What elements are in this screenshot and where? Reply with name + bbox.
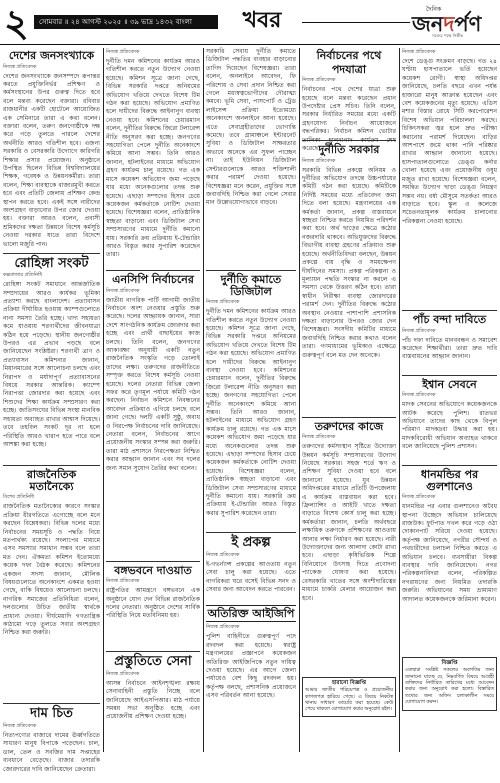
story-byline: কক্সবাজার প্রতিনিধি (3, 272, 43, 279)
story-headline: বঙ্গভবনে দাওয়াত (114, 563, 192, 577)
story-headline: দেশের জনসংখ্যাকে (8, 49, 95, 62)
story-body: দেশের জনসংখ্যাকে জনসম্পদে রূপান্তর করতে প্রযুক্তিনির্ভর প্রশিক্ষণ ও কর্মসংস্থানের উপর গুরুত্ব দিতে হবে বলে মন্তব্য করেছেন বক্তারা। রবিবার রাজধানীর একটি হোটেলে আয়োজিত এক সেমিনারে তারা এ কথা বলেন। বক্তারা বলেন, তরুণ জনগোষ্ঠীকে দক্ষ করে গড়ে তুলতে পারলে দেশের অর্থনীতি আরও গতিশীল হবে। এজন্য সরকারি ও বেসরকারি উদ্যোগে কারিগরি শিক্ষার প্রসার প্রয়োজন। অনুষ্ঠানে উপস্থিত ছিলেন বিভিন্ন বিশ্ববিদ্যালয়ের শিক্ষক, গবেষক ও উন্নয়নকর্মীরা। তারা বলেন, শিক্ষা ব্যবস্থাকে বাজারমুখী করতে হবে এবং প্রতিটি জেলায় প্রশিক্ষণ কেন্দ্র স্থাপন করতে হবে। একই সঙ্গে নারীদের অংশগ্রহণ বাড়ানোর উপর জোর দেওয়া হয়। বক্তারা আরও বলেন, প্রবাসী শ্রমিকদের দক্ষতা উন্নয়নে বিশেষ কর্মসূচি নেওয়া দরকার যাতে তারা বিদেশে ভালো মজুরি পান। (3, 72, 100, 248)
story-body: রাষ্ট্রপতির আমন্ত্রণে বঙ্গভবনে এক অনুষ্ঠানে যোগ দেন বিভিন্ন রাজনৈতিক দলের নেতারা। অনুষ্ঠানে দেশের সার্বিক পরিস্থিতি নিয়ে মতবিনিময় হয়। (106, 587, 200, 620)
story-body: আসন্ন নির্বাচনে আইনশৃঙ্খলা রক্ষায় সেনাবাহিনী প্রস্তুতি নিচ্ছে বলে জানিয়েছে আইএসপিআর। মাঠ পর্যায়ে সমন্বয় সভা অনুষ্ঠিত হচ্ছে এবং প্রয়োজনীয় প্রশিক্ষণ দেওয়া হচ্ছে। (106, 679, 200, 721)
story-byline: নিজস্ব প্রতিবেদক (106, 578, 140, 585)
divider (3, 253, 100, 254)
divider (106, 651, 200, 652)
story-byline: বিশেষ প্রতিনিধি (3, 494, 35, 501)
column-5 (402, 48, 497, 754)
story-body: জাতীয় নাগরিক পার্টি আগামী জাতীয় নির্বাচনে অংশ নেওয়ার প্রস্তুতি শুরু করেছে। দলের আহ্বায়ক জানান, সারা দেশে সাংগঠনিক কার্যক্রম জোরদার করা হচ্ছে এবং প্রার্থী বাছাইয়ের কাজ চলছে। তিনি বলেন, জনগণের আকাঙ্ক্ষা অনুযায়ী একটি নতুন রাজনৈতিক সংস্কৃতি গড়ে তোলাই তাদের লক্ষ্য। তরুণদের রাজনীতিতে সম্পৃক্ত করতে বিশেষ কর্মসূচি নেওয়া হয়েছে। দলের নেতারা বিভিন্ন জেলা সফর করে তৃণমূল পর্যায়ে কমিটি গঠন করছেন। নির্বাচন কমিশনে নিবন্ধনের আবেদন প্রক্রিয়াও এগিয়ে চলছে বলে জানা গেছে। দলটি একটি সুষ্ঠু, অবাধ ও নিরপেক্ষ নির্বাচনের দাবি জানিয়েছে। নেতারা বলেন, নির্বাচনের আগে প্রয়োজনীয় সংস্কার সম্পন্ন করা জরুরি। তারা মাঠ প্রশাসনে নিরপেক্ষতা নিশ্চিত করার আহ্বান জানান এবং সব দলের জন্য সমান সুযোগ তৈরির কথা বলেন। (106, 296, 200, 472)
story-byline: নিজস্ব প্রতিবেদক (106, 670, 140, 677)
story-body: পাঁচ দফা দাবিতে মানববন্ধন ও সমাবেশ করেছেন শিক্ষার্থীরা। তারা দ্রুত দাবি বাস্তবায়নের আহ্বান জানান। (402, 336, 497, 361)
story-body: তরুণদের কর্মসংস্থান সৃষ্টিতে উদ্যোক্তা উন্নয়ন কর্মসূচি সম্প্রসারণের উদ্যোগ নিয়েছে সরকার। সহজ শর্তে ঋণ ও প্রশিক্ষণ সুবিধা দেওয়া হবে বলে জানানো হয়েছে। যুব উন্নয়ন অধিদপ্তরের মাধ্যমে প্রতিটি উপজেলায় এ কার্যক্রম বাস্তবায়ন করা হবে। ফ্রিল্যান্সিং ও আইটি খাতে দক্ষতা বাড়াতে বিশেষ কোর্স চালু করা হচ্ছে। কর্মকর্তারা জানান, চলতি অর্থবছরে লক্ষাধিক তরুণকে প্রশিক্ষণের আওতায় আনার লক্ষ্য নির্ধারণ করা হয়েছে। নারী উদ্যোক্তাদের জন্য আলাদা কোটা রাখা হবে। এছাড়া কৃষিভিত্তিক শিল্পে বিনিয়োগে উৎসাহ দিতে প্রণোদনা প্যাকেজ ঘোষণা করা হয়েছে। বেসরকারি খাতের সঙ্গে অংশীদারিত্বের মাধ্যমে চাকরি মেলার আয়োজন করা হবে। (302, 443, 396, 602)
notice-ad (302, 677, 396, 717)
divider (402, 465, 497, 466)
story-headline: নির্বাচনের পথে (316, 49, 382, 62)
column-rule (203, 48, 204, 752)
story-body: রাজনৈতিক মতানৈক্যের কারণে সংস্কার প্রক্রিয়া ধীরগতিতে এগোচ্ছে বলে মনে করছেন বিশ্লেষকরা। বিভিন্ন দলের মধ্যে নির্বাচনের সময়সূচি ও পদ্ধতি নিয়ে মতপার্থক্য রয়েছে। সংলাপের মাধ্যমে এসব সমস্যার সমাধান সম্ভব বলে তারা মত দেন। ঐকমত্য কমিশন ইতোমধ্যে কয়েক দফা বৈঠক করেছে। কমিশনের একজন সদস্য জানান, মৌলিক বিষয়গুলোতে অনেকাংশে একমত হওয়া গেছে, বাকি বিষয়েও আলোচনা চলছে। নাগরিক সমাজের প্রতিনিধিরা বলেন, দলগুলোর উচিত জাতীয় স্বার্থকে প্রাধান্য দেওয়া। দীর্ঘমেয়াদি গণতান্ত্রিক কাঠামো গড়ে তুলতে সবার অংশগ্রহণ নিশ্চিত করা জরুরি। (3, 503, 100, 637)
story-headline: ই প্রকল্প (231, 535, 271, 551)
story-byline: নিজস্ব প্রতিবেদক (302, 434, 336, 441)
story-headline: দাম চিত (30, 706, 73, 722)
story-body: রোহিঙ্গা সংকট সমাধানে আন্তর্জাতিক সম্প্রদায়ের আরও কার্যকর ভূমিকা প্রত্যাশা করছে বাংলাদেশ। প্রত্যাবাসন প্রক্রিয়া দীর্ঘায়িত হওয়ায় ক্যাম্পগুলোতে নানা সমস্যা তৈরি হচ্ছে। খাদ্য সহায়তা কমে যাওয়ায় শরণার্থীদের জীবনযাত্রা কঠিন হয়ে পড়েছে। স্থানীয় জনগোষ্ঠীর উপরও এর প্রভাব পড়ছে বলে জানিয়েছেন সংশ্লিষ্টরা। শরণার্থী ত্রাণ ও প্রত্যাবাসন কমিশনার জানান, মিয়ানমারের সঙ্গে আলোচনা চলছে এবং নিরাপদ ও মর্যাদাপূর্ণ প্রত্যাবাসনের বিষয়ে সরকার আন্তরিক। ক্যাম্পে নিরাপত্তা জোরদার করা হয়েছে এবং শিশুদের শিক্ষা কার্যক্রম সম্প্রসারণ করা হচ্ছে। জাতিসংঘের বিভিন্ন সংস্থা মানবিক সহায়তা অব্যাহত রাখার আশ্বাস দিয়েছে। তবে তহবিল সংকট দূর না হলে পরিস্থিতি আরও খারাপ হতে পারে বলে আশঙ্কা করা হচ্ছে। (3, 281, 100, 448)
story-headline: দুর্নীতি সরকার (318, 143, 380, 157)
story-headline: রাজনৈতিক মতানৈক্যে (26, 468, 77, 493)
story-byline: নিজস্ব প্রতিবেদক (3, 63, 37, 70)
newspaper-logo: জনদর্পণ (412, 11, 482, 36)
story-byline: নিজস্ব প্রতিবেদক (106, 49, 140, 55)
story-drug (402, 379, 497, 462)
story-rohingya (3, 257, 100, 462)
divider (302, 417, 396, 418)
divider (402, 375, 497, 376)
story-headline: ইশ্বান সেবনে (422, 377, 477, 391)
story-headline: এনসিপি নির্বাচনের (112, 273, 194, 286)
story-byline: নিজস্ব প্রতিবেদক (402, 494, 436, 501)
story-byline: নিজস্ব প্রতিবেদক (402, 327, 436, 334)
column-4 (302, 48, 396, 754)
story-army (106, 655, 200, 730)
column-2 (106, 48, 200, 754)
story-population (3, 50, 100, 249)
story-body: সরকারি সেবায় দুর্নীতি কমাতে ডিজিটাল পদ্ধতির ব্যবহার বাড়ানোর তাগিদ দিয়েছেন বিশেষজ্ঞরা। তারা বলেন, অনলাইনে আবেদন, ফি পরিশোধ ও সেবা প্রদান নিশ্চিত করা গেলে মধ্যস্বত্বভোগীদের দৌরাত্ম্য কমবে। ভূমি সেবা, পাসপোর্ট ও ট্রেড লাইসেন্স প্রক্রিয়া ইতোমধ্যে অনেকাংশে অনলাইনে আনা হয়েছে। এতে সেবাগ্রহীতাদের ভোগান্তি কমেছে। তবে গ্রামাঞ্চলে ইন্টারনেট সুবিধা ও ডিজিটাল সাক্ষরতার অভাবে অনেকে এর সুফল পাচ্ছেন না। তাই ইউনিয়ন ডিজিটাল সেন্টারগুলোকে আরও শক্তিশালী করার পরামর্শ দেওয়া হয়েছে। বিশেষজ্ঞরা মনে করেন, প্রযুক্তির সঙ্গে জবাবদিহি নিশ্চিত করা গেলে সেবার মান উল্লেখযোগ্যভাবে বাড়বে। (206, 48, 296, 207)
story-byline: নিজস্ব প্রতিবেদক (402, 49, 436, 55)
divider (402, 310, 497, 311)
story-byline: নিজস্ব প্রতিবেদক (3, 722, 37, 729)
story-body: পুলিশ বাহিনীতে গুরুত্বপূর্ণ পদে রদবদল করা হয়েছে। স্বরাষ্ট্র মন্ত্রণালয়ের প্রজ্ঞাপনে কয়েকজন অতিরিক্ত আইজিপিকে নতুন দায়িত্ব দেওয়া হয়েছে। এর আগে জেলা পর্যায়েও বেশ কিছু রদবদল হয়। কর্তৃপক্ষ বলছে, প্রশাসনিক প্রয়োজনে এসব পরিবর্তন আনা হয়েছে। (206, 633, 296, 700)
divider (3, 465, 100, 466)
divider (3, 703, 100, 704)
brand-daily-label: দৈনিক (426, 6, 442, 13)
story-headline: তরুণদের কাজে (314, 419, 384, 433)
story-headline: ধানমন্ডির পর গুলশানেও (420, 468, 479, 493)
column-rule (399, 48, 400, 752)
notice-ad (402, 657, 497, 711)
divider (206, 270, 296, 271)
story-body: নিত্যপণ্যের বাজারে দামের ঊর্ধ্বগতিতে সাধারণ মানুষ বিপাকে পড়েছেন। চাল, ডাল, তেল ও সবজির দাম সপ্তাহের ব্যবধানে বেড়েছে। বাজার তদারকি জোরদারের দাবি জানিয়েছেন ক্রেতারা। (3, 731, 100, 773)
story-ncp-election (106, 274, 200, 557)
story-prices (3, 707, 100, 774)
story-corruption-commission (106, 49, 200, 266)
story-byline: নিজস্ব প্রতিবেদক (402, 392, 436, 399)
story-body: মাদক সেবনের অভিযোগে কয়েকজনকে আটক করেছে পুলিশ। রাতভর অভিযানে তাদের কাছ থেকে বিপুল পরিমাণ মাদকদ্রব্য উদ্ধার করা হয়। মাদকবিরোধী অভিযান অব্যাহত থাকবে বলে জানিয়েছে পুলিশ প্রশাসন। (402, 401, 497, 451)
story-body: নির্বাচনের পথে দেশের যাত্রা শুরু হয়েছে বলে মন্তব্য করেছেন প্রধান উপদেষ্টার প্রেস সচিব। তিনি বলেন, সরকার নির্ধারিত সময়ের মধ্যে একটি গ্রহণযোগ্য নির্বাচন আয়োজনে বদ্ধপরিকর। নির্বাচন কমিশন ভোটার তালিকা হালনাগাদ কার্যক্রম শেষ করেছে। (302, 86, 396, 152)
page-number: ২ (4, 0, 29, 45)
divider (206, 532, 296, 533)
story-bangabhaban (106, 565, 200, 648)
divider (106, 561, 200, 562)
ad-title: বিজ্ঞপ্তি (441, 660, 458, 667)
story-headline: দুর্নীতি কমাতে ডিজিটাল (220, 273, 282, 298)
story-body: সরকারি বিভিন্ন প্রকল্পে অনিয়ম ও দুর্নীতির অভিযোগ তদন্তে উচ্চপর্যায়ের কমিটি গঠন করা হয়েছে। কমিটিকে নির্দিষ্ট সময়ের মধ্যে প্রতিবেদন জমা দিতে বলা হয়েছে। মন্ত্রণালয়ের এক কর্মকর্তা জানান, প্রকল্প বাস্তবায়নে স্বচ্ছতা নিশ্চিত করতে নিয়মিত পরিদর্শন করা হবে। অর্থ ছাড়ের ক্ষেত্রে কঠোর নজরদারি থাকবে। অভিযুক্তদের বিরুদ্ধে বিভাগীয় ব্যবস্থা গ্রহণের প্রক্রিয়াও শুরু হয়েছে। অর্থনীতিবিদরা বলছেন, উন্নয়ন প্রকল্পে ব্যয় বৃদ্ধি ও সময়ক্ষেপণ দীর্ঘদিনের সমস্যা। প্রকল্প পরিকল্পনা ও মূল্যায়ন পদ্ধতি সংস্কার না করলে এ সমস্যা থেকে উত্তরণ কঠিন হবে। তারা স্বাধীন নিরীক্ষা ব্যবস্থা জোরদারের পরামর্শ দেন। দুর্নীতির বিরুদ্ধে কঠোর অবস্থান নেওয়ার পাশাপাশি প্রশাসনিক দক্ষতা বাড়ানোর উপরও জোর দেন বিশেষজ্ঞরা। সংসদীয় কমিটির মাধ্যমে জবাবদিহি নিশ্চিত করার কথাও বলেন তারা। গণমাধ্যমের ভূমিকাও এক্ষেত্রে গুরুত্বপূর্ণ বলে মত দেন অনেকে। (302, 166, 396, 359)
column-3 (206, 48, 296, 754)
story-headline: পাঁচ বন্দা দাবিতে (412, 313, 487, 326)
story-political (3, 469, 100, 699)
story-government-corruption (302, 144, 396, 413)
column-rule (103, 48, 104, 752)
story-body: দুর্নীতি দমন কমিশনের কার্যক্রম আরও গতিশীল করতে নতুন উদ্যোগ নেওয়া হয়েছে। কমিশন সূত্রে জানা গেছে, বিভিন্ন সরকারি দপ্তরে অনিয়মের অভিযোগ খতিয়ে দেখতে বিশেষ টিম গঠন করা হয়েছে। অভিযোগ প্রমাণিত হলে দায়ীদের বিরুদ্ধে আইনানুগ ব্যবস্থা নেওয়া হবে। কমিশনের চেয়ারম্যান বলেন, দুর্নীতির বিরুদ্ধে জিরো টলারেন্স নীতি অনুসরণ করা হচ্ছে। জনগণের সহযোগিতা পেলে দুর্নীতি অনেকাংশে কমিয়ে আনা সম্ভব। তিনি আরও জানান, হটলাইনের মাধ্যমে অভিযোগ গ্রহণ কার্যক্রম চালু রয়েছে। গত এক মাসে কয়েকশ অভিযোগ জমা পড়েছে যার মধ্যে অনেকগুলোর তদন্ত শুরু হয়েছে। এছাড়া সম্পদের হিসাব চেয়ে কয়েকজন কর্মকর্তাকে নোটিশ দেওয়া হয়েছে। বিশেষজ্ঞরা বলেন, প্রাতিষ্ঠানিক স্বচ্ছতা বাড়ানো এবং ডিজিটাল সেবা সম্প্রসারণের মাধ্যমে দুর্নীতি কমানো যায়। সরকারি ক্রয় প্রক্রিয়ায় ই-টেন্ডারিং আরও বিস্তৃত করার সুপারিশ করেছেন তারা। (106, 58, 200, 259)
story-additional-igp (206, 605, 296, 783)
divider (106, 270, 200, 271)
column-rule (299, 48, 300, 752)
story-headline: প্রস্তুতিতে সেনা (114, 654, 192, 670)
story-continued (206, 48, 296, 266)
ad-body: আমার জাতীয় পরিচয়পত্র ও প্রয়োজনীয় কাগজপত্র হারিয়ে গেছে। এ বিষয়ে নিকটস্থ থানায় সাধারণ ডায়েরি করা হয়েছে। কেউ পেয়ে থাকলে যোগাযোগ করার অনুরোধ রইল। (305, 688, 393, 713)
section-rule (302, 22, 410, 23)
story-byline: নিজস্ব প্রতিবেদক (106, 287, 140, 294)
column-1 (3, 48, 100, 773)
story-byline: নিজস্ব প্রতিবেদক (302, 77, 336, 84)
story-youth-jobs (302, 421, 396, 674)
story-byline: নিজস্ব প্রতিবেদক (206, 551, 240, 558)
story-body: ধানমন্ডির পর এবার গুলশানেও অবৈধ স্থাপনা উচ্ছেদে অভিযান চালিয়েছে রাজউক। ফুটপাত দখল করে গড়ে ওঠা দোকানপাট সরিয়ে দেওয়া হয়েছে। কর্তৃপক্ষ জানিয়েছে, নগরীর সৌন্দর্য ও পথচারীদের চলাচল নিশ্চিত করতে এ অভিযান চলবে। ব্যবসায়ীরা বিকল্প ব্যবস্থার দাবি জানিয়েছেন। নগর পরিকল্পনাবিদরা বলেন, পরিকল্পিত নগরায়ণের জন্য নিয়মিত তদারকি জরুরি। অভিযানের সময় ভ্রাম্যমাণ আদালত কয়েকজনকে জরিমানা করেন। (402, 503, 497, 603)
story-body: দুর্নীতি দমন কমিশনের কার্যক্রম আরও গতিশীল করতে নতুন উদ্যোগ নেওয়া হয়েছে। কমিশন সূত্রে জানা গেছে, বিভিন্ন সরকারি দপ্তরে অনিয়মের অভিযোগ খতিয়ে দেখতে বিশেষ টিম গঠন করা হয়েছে। অভিযোগ প্রমাণিত হলে দায়ীদের বিরুদ্ধে আইনানুগ ব্যবস্থা নেওয়া হবে। কমিশনের চেয়ারম্যান বলেন, দুর্নীতির বিরুদ্ধে জিরো টলারেন্স নীতি অনুসরণ করা হচ্ছে। জনগণের সহযোগিতা পেলে দুর্নীতি অনেকাংশে কমিয়ে আনা সম্ভব। তিনি আরও জানান, হটলাইনের মাধ্যমে অভিযোগ গ্রহণ কার্যক্রম চালু রয়েছে। গত এক মাসে কয়েকশ অভিযোগ জমা পড়েছে যার মধ্যে অনেকগুলোর তদন্ত শুরু হয়েছে। এছাড়া সম্পদের হিসাব চেয়ে কয়েকজন কর্মকর্তাকে নোটিশ দেওয়া হয়েছে। বিশেষজ্ঞরা বলেন, প্রাতিষ্ঠানিক স্বচ্ছতা বাড়ানো এবং ডিজিটাল সেবা সম্প্রসারণের মাধ্যমে দুর্নীতি কমানো যায়। সরকারি ক্রয় প্রক্রিয়ায় ই-টেন্ডারিং আরও বিস্তৃত করার সুপারিশ করেছেন তারা। (206, 308, 296, 517)
story-byline: নিজস্ব প্রতিবেদক (302, 157, 336, 164)
story-body: দেশে ডেঙ্গু সংক্রমণ বাড়ছে। গত ২৪ ঘণ্টায় হাসপাতালে ভর্তি হয়েছেন কয়েকশ রোগী। স্বাস্থ্য অধিদপ্তর জানিয়েছে, চলতি বছরে এখন পর্যন্ত হাজারো মানুষ আক্রান্ত হয়েছেন এবং বেশ কয়েকজনের মৃত্যু হয়েছে। এডিস মশার বিস্তার রোধে সিটি করপোরেশন বিশেষ অভিযান পরিচালনা করছে। চিকিৎসকরা জ্বর হলে দ্রুত পরীক্ষা করানোর পরামর্শ দিয়েছেন। বাড়ির আশপাশে জমে থাকা পানি পরিষ্কার রাখার আহ্বান জানানো হয়েছে। হাসপাতালগুলোতে ডেঙ্গু কর্নার খোলা হয়েছে এবং প্রয়োজনীয় ওষুধ মজুত রাখা হয়েছে। বিশেষজ্ঞরা বলেন, সমন্বিত উদ্যোগ ছাড়া ডেঙ্গু নিয়ন্ত্রণ সম্ভব নয়। বর্ষা মৌসুমে সতর্কতা আরও বাড়াতে হবে। স্কুল ও কলেজে সচেতনতামূলক কার্যক্রম চালানোর পরিকল্পনা নেওয়া হয়েছে। (402, 58, 497, 225)
story-e-project (206, 536, 296, 601)
story-five-demands (402, 314, 497, 371)
ad-title: হারানো বিজ্ঞপ্তি (331, 680, 367, 687)
story-byline: নিজস্ব প্রতিবেদক (206, 299, 240, 306)
story-headline: রোহিঙ্গা সংকট (14, 255, 89, 271)
story-digital-corruption (206, 274, 296, 528)
story-body: ই-গভর্ন্যান্স প্রকল্পের আওতায় নতুন সেবা চালু করা হয়েছে। এতে নাগরিকরা ঘরে বসেই বিভিন্ন সনদ ও সেবার জন্য আবেদন করতে পারবেন। (206, 560, 296, 593)
story-byline: নিজস্ব প্রতিবেদক (206, 624, 240, 631)
story-gulshan (402, 469, 497, 653)
story-dengue (402, 49, 497, 306)
story-headline-line2: পদযাত্রা (331, 62, 367, 76)
section-title: খবর (242, 7, 282, 33)
story-headline: অতিরিক্ত আইজিপি (206, 605, 296, 623)
dateline: সোমবার ॥ ২৪ আগস্ট ২০২৫ ॥ ৩৯ ভাদ্র ১৪৩২ বাংলা (34, 15, 218, 29)
ad-body: এতদ্বারা সংশ্লিষ্ট সকলের অবগতির জন্য জানানো যাচ্ছে যে, নিম্নবর্ণিত বিষয়ে আগ্রহী ব্যক্তিদের নির্ধারিত তারিখের মধ্যে আবেদন করার জন্য অনুরোধ করা হলো। বিস্তারিত তথ্যের জন্য অফিস চলাকালীন সময়ে যোগাযোগ করুন। (405, 668, 494, 706)
masthead (0, 0, 500, 45)
brand-tagline: সত্যের পক্ষে নির্ভীক (432, 33, 464, 38)
